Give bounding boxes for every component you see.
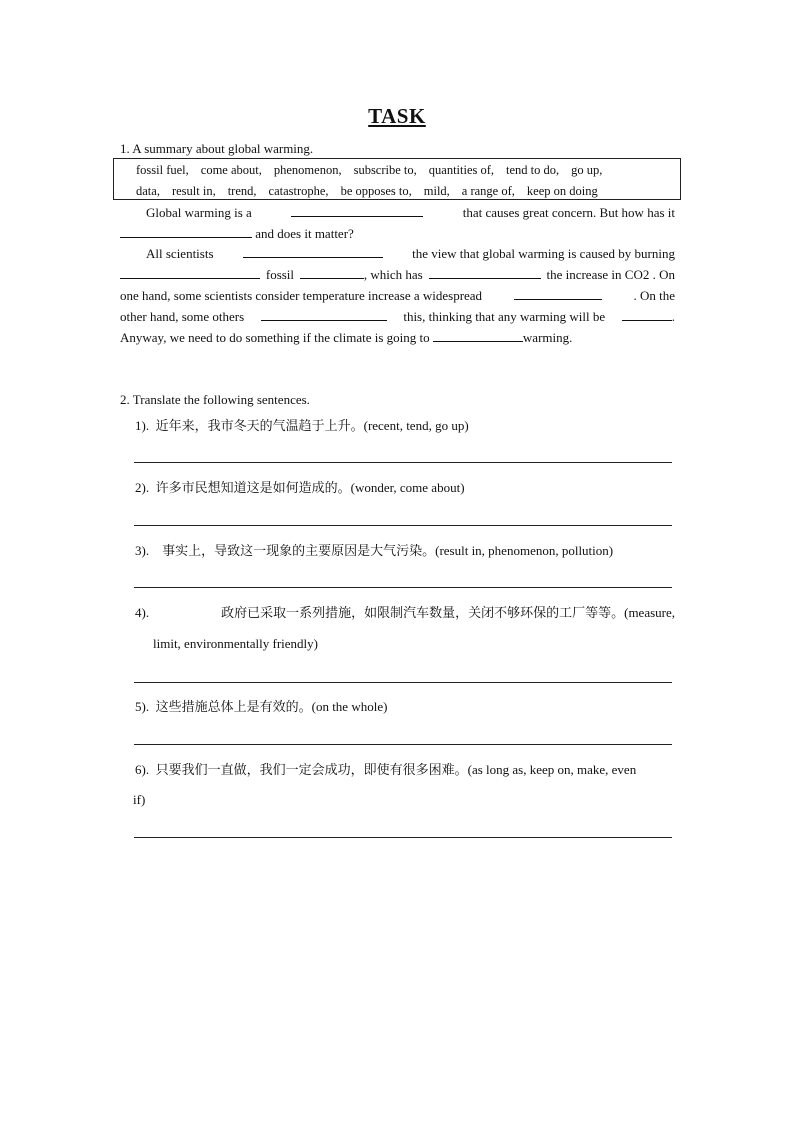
paragraph-text: . On the xyxy=(633,288,675,303)
paragraph-text: and does it matter? xyxy=(255,226,354,241)
question-chinese: 事实上，导致这一现象的主要原因是大气污染。 xyxy=(162,544,436,559)
paragraph-text: warming. xyxy=(522,330,573,345)
fill-blank[interactable] xyxy=(429,267,541,279)
word-bank-item: be opposes to, xyxy=(340,184,412,198)
fill-blank[interactable] xyxy=(243,246,383,258)
word-bank-item: catastrophe, xyxy=(268,184,329,198)
word-bank-item: tend to do, xyxy=(506,163,560,177)
question-hint: (measure, xyxy=(624,605,675,620)
paragraph-text: the view that global warming is caused by burning xyxy=(412,246,675,261)
answer-line[interactable] xyxy=(134,525,672,526)
answer-line[interactable] xyxy=(134,682,672,683)
word-bank-item: trend, xyxy=(227,184,257,198)
paragraph-text: , which has xyxy=(363,267,423,282)
question-hint: (wonder, come about) xyxy=(350,480,465,495)
question-chinese: 只要我们一直做，我们一定会成功，即使有很多困难。 xyxy=(155,763,468,778)
paragraph-text: one hand, some scientists consider temperature increase a widespread xyxy=(120,288,483,303)
paragraph-line xyxy=(120,330,675,346)
paragraph-text: . xyxy=(671,309,675,324)
paragraph-line xyxy=(146,205,675,221)
answer-line[interactable] xyxy=(134,587,672,588)
fill-blank[interactable] xyxy=(622,309,672,321)
question-6 xyxy=(135,762,636,779)
word-bank-item: mild, xyxy=(423,184,450,198)
word-bank-item: data, xyxy=(136,184,160,198)
question-chinese: 这些措施总体上是有效的。 xyxy=(155,700,312,715)
paragraph-text: All scientists xyxy=(146,246,214,261)
question-number: 1). xyxy=(135,418,150,433)
answer-line[interactable] xyxy=(134,837,672,838)
question-number: 5). xyxy=(135,699,150,714)
question-hint: (on the whole) xyxy=(311,699,388,714)
question-3 xyxy=(135,543,613,560)
question-hint: (as long as, keep on, make, even xyxy=(467,762,637,777)
paragraph-line xyxy=(120,309,675,325)
answer-line[interactable] xyxy=(134,462,672,463)
question-number: 3). xyxy=(135,543,150,558)
word-bank-item: phenomenon, xyxy=(273,163,342,177)
fill-blank[interactable] xyxy=(120,267,260,279)
word-bank-item: subscribe to, xyxy=(353,163,417,177)
paragraph-text: Anyway, we need to do something if the climate is going to xyxy=(120,330,430,345)
fill-blank[interactable] xyxy=(433,330,523,342)
question-chinese: 近年来，我市冬天的气温趋于上升。 xyxy=(155,419,364,434)
paragraph-text: Global warming is a xyxy=(146,205,252,220)
word-bank-item: go up, xyxy=(571,163,603,177)
answer-line[interactable] xyxy=(134,744,672,745)
word-bank-item: quantities of, xyxy=(428,163,495,177)
question-number: 2). xyxy=(135,480,150,495)
fill-blank[interactable] xyxy=(120,226,252,238)
fill-blank[interactable] xyxy=(291,205,423,217)
fill-blank[interactable] xyxy=(514,288,602,300)
paragraph-line xyxy=(146,246,675,262)
paragraph-text: fossil xyxy=(265,267,295,282)
word-bank xyxy=(113,158,681,200)
question-hint: (recent, tend, go up) xyxy=(363,418,469,433)
word-bank-item: a range of, xyxy=(461,184,515,198)
word-bank-item: result in, xyxy=(171,184,216,198)
question-4-hint-cont: limit, environmentally friendly) xyxy=(153,636,318,651)
word-bank-item: fossil fuel, xyxy=(136,163,189,177)
paragraph-line xyxy=(120,288,675,304)
question-chinese: 许多市民想知道这是如何造成的。 xyxy=(155,481,351,496)
question-6-hint-cont: if) xyxy=(133,792,146,807)
question-5 xyxy=(135,699,387,716)
paragraph-text: this, thinking that any warming will be xyxy=(403,309,606,324)
paragraph-line xyxy=(120,226,675,242)
word-bank-row-2 xyxy=(136,183,610,199)
question-number: 4). xyxy=(135,605,150,620)
paragraph-text: other hand, some others xyxy=(120,309,245,324)
question-number: 6). xyxy=(135,762,150,777)
question-4 xyxy=(135,605,675,622)
word-bank-row-1 xyxy=(136,162,614,178)
paragraph-line xyxy=(120,267,675,283)
question-2 xyxy=(135,480,465,497)
question-chinese: 政府已采取一系列措施，如限制汽车数量，关闭不够环保的工厂等等。 xyxy=(221,606,625,621)
section1-heading: 1. A summary about global warming. xyxy=(120,141,314,156)
section2-heading: 2. Translate the following sentences. xyxy=(120,392,310,407)
question-1 xyxy=(135,418,469,435)
fill-blank[interactable] xyxy=(261,309,387,321)
fill-blank[interactable] xyxy=(300,267,364,279)
paragraph-text: the increase in CO2 . On xyxy=(546,267,675,282)
word-bank-item: come about, xyxy=(200,163,262,177)
question-hint: (result in, phenomenon, pollution) xyxy=(435,543,614,558)
word-bank-item: keep on doing xyxy=(526,184,598,198)
paragraph-text: that causes great concern. But how has it xyxy=(462,205,675,220)
page-title: TASK xyxy=(368,104,426,128)
